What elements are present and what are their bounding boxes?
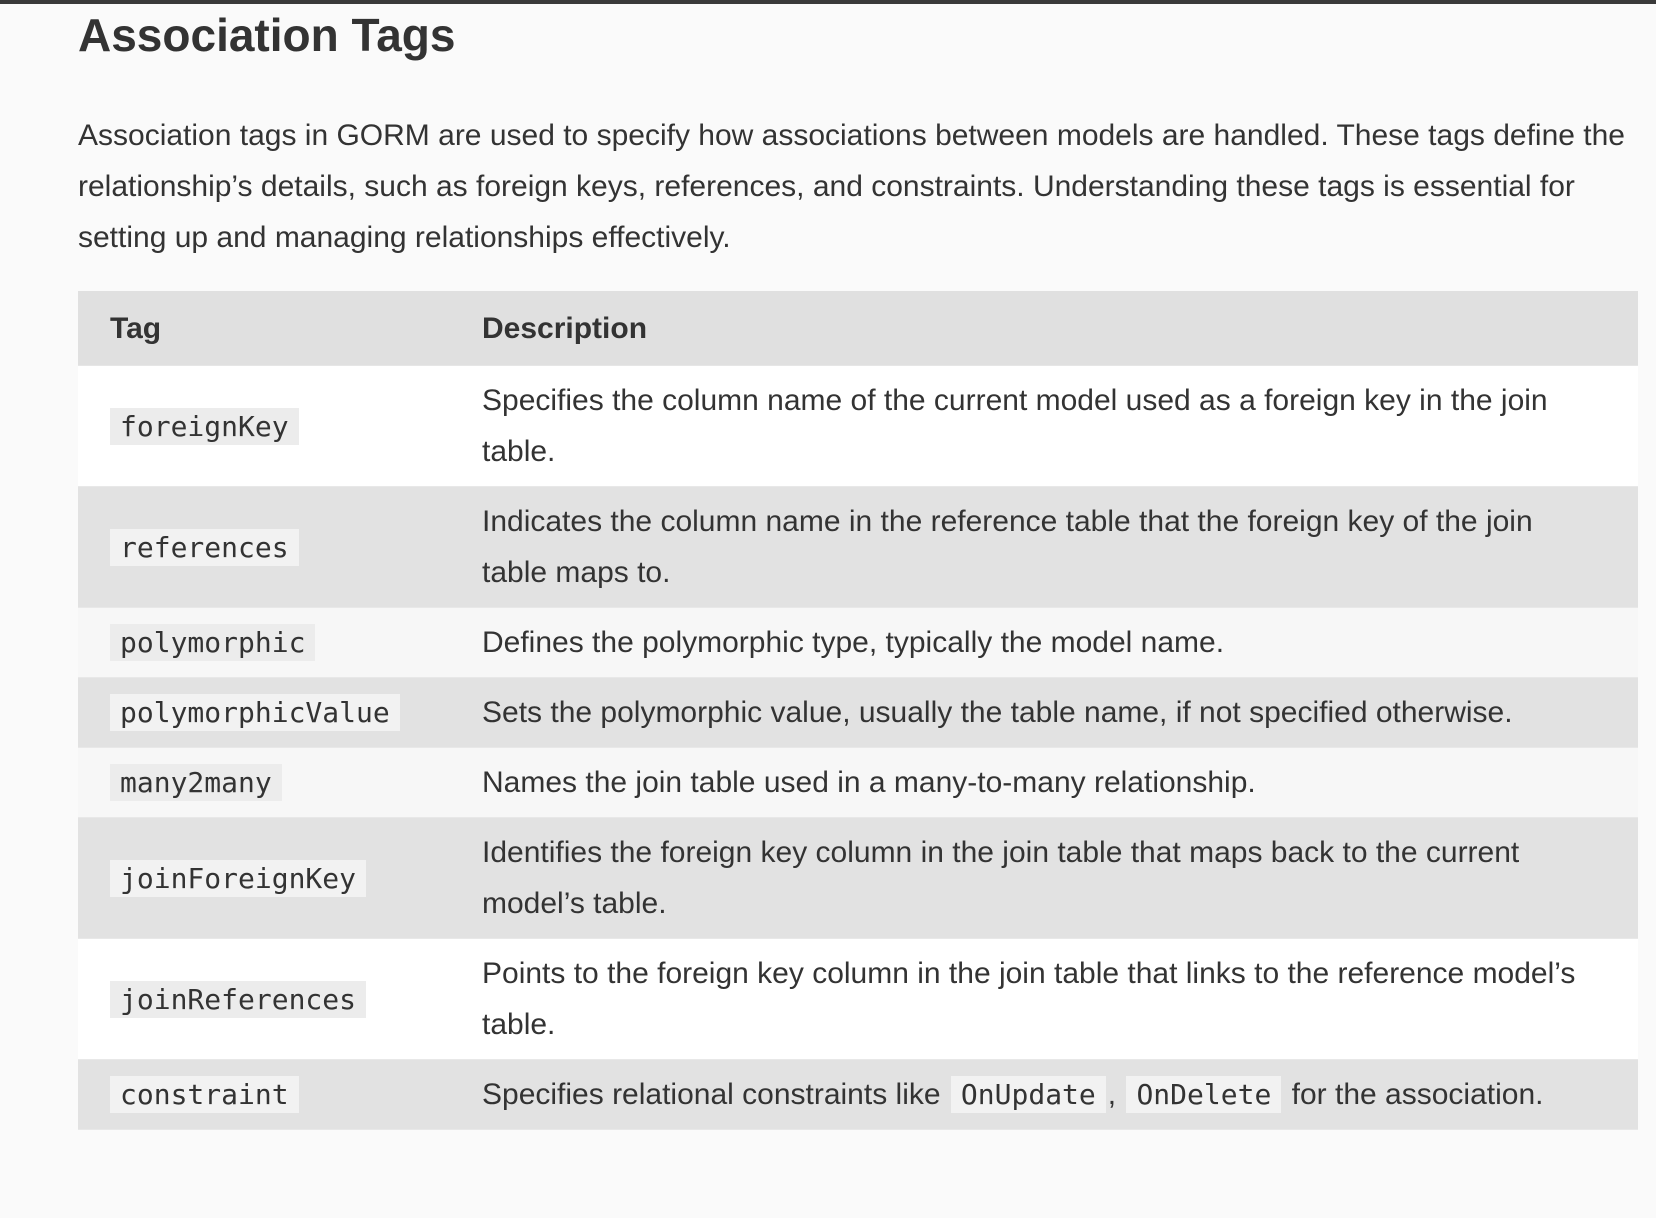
tag-code: many2many: [110, 764, 282, 801]
separator: ,: [1107, 1078, 1117, 1111]
tag-code: polymorphic: [110, 624, 315, 661]
tag-description: Defines the polymorphic type, typically the model name.: [450, 608, 1638, 678]
table-row: [78, 366, 1638, 487]
article-section: [78, 0, 1638, 1111]
tag-code: joinForeignKey: [110, 860, 366, 897]
tag-description: Indicates the column name in the reference table that the foreign key of the join table maps to.: [450, 487, 1638, 608]
inline-code-onupdate: OnUpdate: [951, 1076, 1106, 1113]
table-header-row: [78, 291, 1638, 366]
description-prefix: Specifies relational constraints like: [482, 1078, 941, 1111]
table-row: [78, 608, 1638, 678]
table-row: [78, 939, 1638, 1060]
section-heading: Association Tags: [78, 9, 456, 61]
tag-description: [450, 1060, 1638, 1130]
tag-description: Specifies the column name of the current model used as a foreign key in the join table.: [450, 366, 1638, 487]
table-row: [78, 487, 1638, 608]
tag-code: constraint: [110, 1076, 299, 1113]
header-tag: Tag: [78, 291, 450, 366]
tag-code: joinReferences: [110, 981, 366, 1018]
table-row: [78, 818, 1638, 939]
inline-code-ondelete: OnDelete: [1126, 1076, 1281, 1113]
header-description: Description: [450, 291, 1638, 366]
tag-code: foreignKey: [110, 408, 299, 445]
table-row: [78, 1060, 1638, 1130]
tag-description: Sets the polymorphic value, usually the table name, if not specified otherwise.: [450, 678, 1638, 748]
description-suffix: for the association.: [1291, 1078, 1544, 1111]
table-row: [78, 748, 1638, 818]
association-tags-table: [78, 291, 1638, 1130]
tag-description: Names the join table used in a many-to-many relationship.: [450, 748, 1638, 818]
tag-description: Points to the foreign key column in the join table that links to the reference model’s table.: [450, 939, 1638, 1060]
tag-code: polymorphicValue: [110, 694, 400, 731]
tag-code: references: [110, 529, 299, 566]
intro-paragraph: Association tags in GORM are used to specify how associations between models are handled. These tags define the relationship’s details, such as foreign keys, references, and constraints. Understanding these tags is essential for setting up and managing relationships effectively.: [78, 119, 1625, 254]
tag-description: Identifies the foreign key column in the join table that maps back to the current model’s table.: [450, 818, 1638, 939]
table-row: [78, 678, 1638, 748]
